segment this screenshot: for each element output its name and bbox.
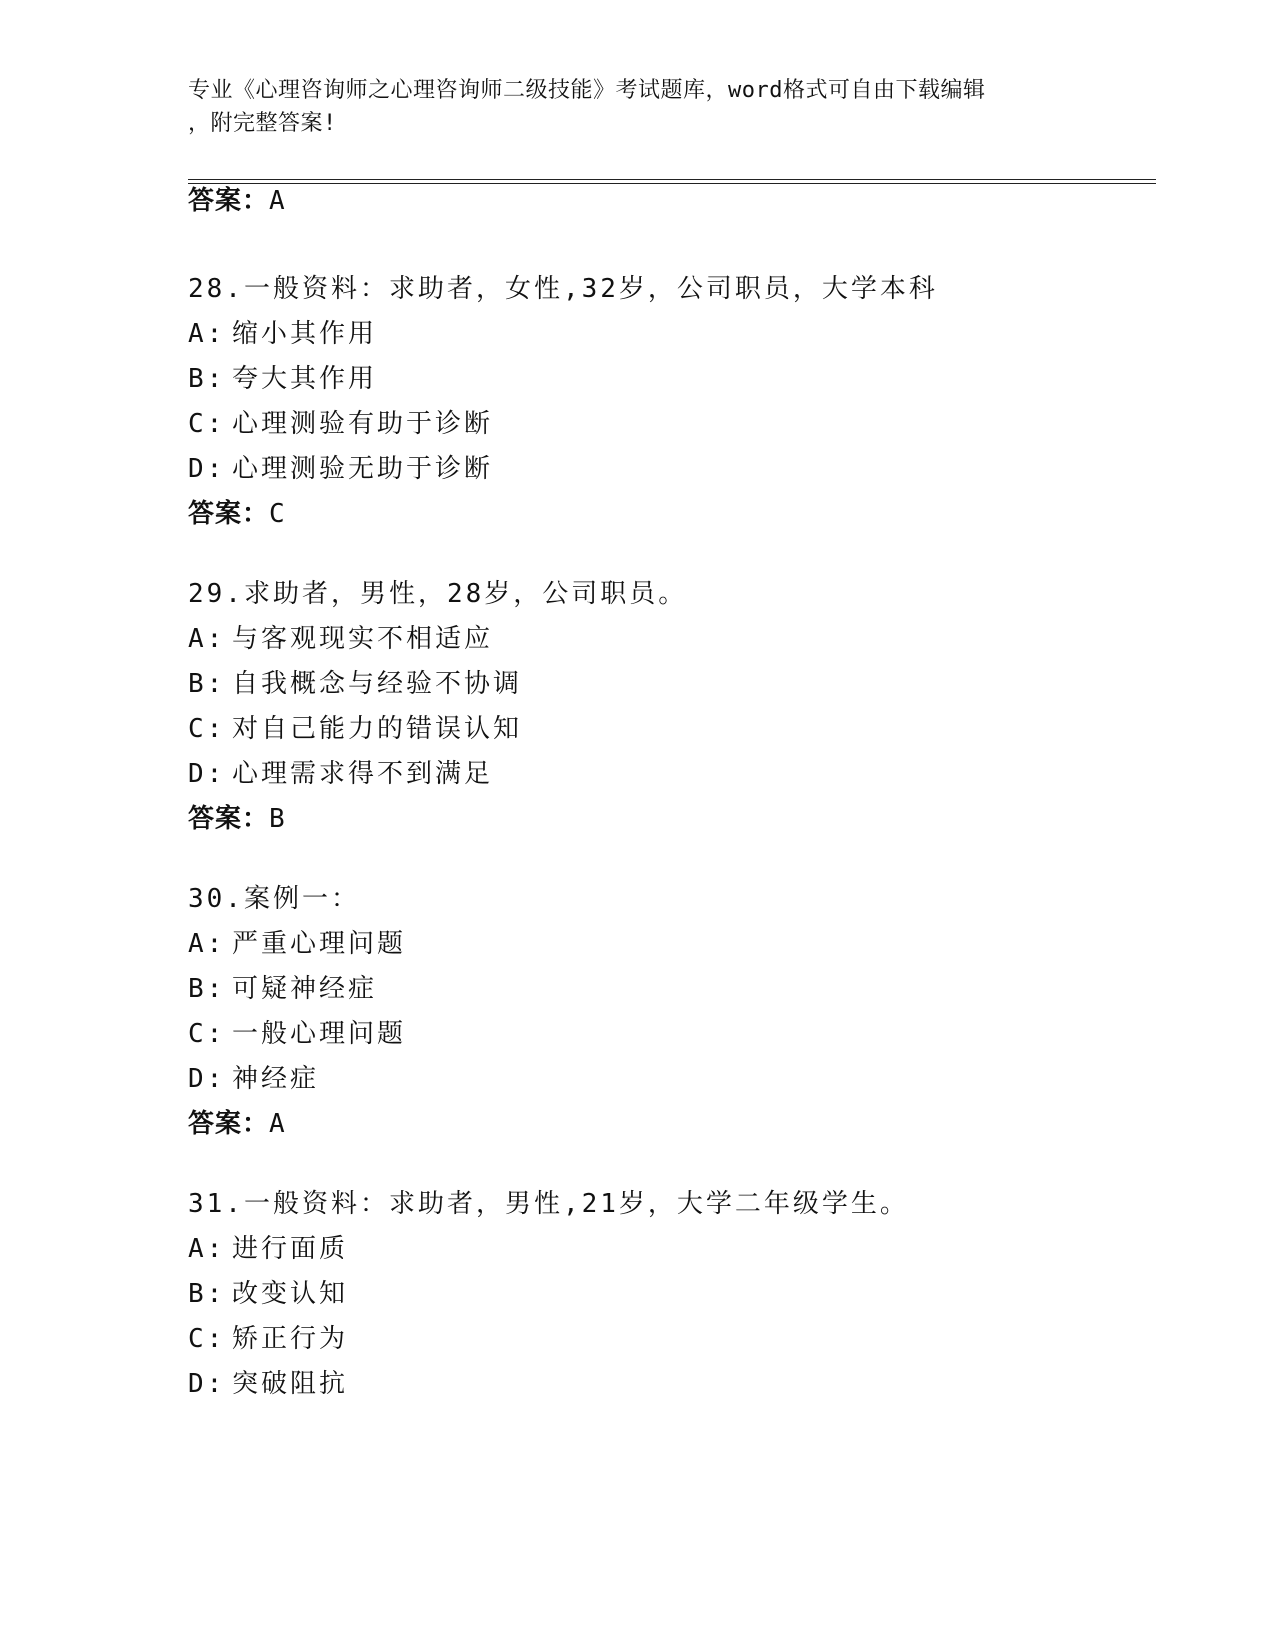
option-text: 进行面质 [232, 1234, 349, 1264]
question-stem: 30.案例一： [188, 884, 360, 914]
option-letter: D: [188, 1064, 226, 1094]
option-c [188, 1019, 1128, 1049]
header-line-1: 专业《心理咨询师之心理咨询师二级技能》考试题库，word格式可自由下载编辑 [188, 78, 986, 103]
option-letter: B: [188, 1279, 226, 1309]
option-text: 对自己能力的错误认知 [232, 714, 523, 744]
option-a [188, 624, 1128, 654]
answer-line [188, 499, 1128, 529]
option-c [188, 1324, 1128, 1354]
answer-line [188, 186, 286, 216]
option-list [188, 319, 1128, 484]
document-header [188, 74, 1068, 140]
option-letter: B: [188, 669, 226, 699]
option-text: 缩小其作用 [232, 319, 378, 349]
option-a [188, 1234, 1128, 1264]
option-text: 夸大其作用 [232, 364, 378, 394]
option-letter: A: [188, 1234, 226, 1264]
option-b [188, 1279, 1128, 1309]
option-text: 改变认知 [232, 1279, 349, 1309]
option-list [188, 929, 1128, 1094]
question-stem: 29.求助者，男性，28岁，公司职员。 [188, 579, 688, 609]
option-text: 突破阻抗 [232, 1369, 349, 1399]
option-b [188, 974, 1128, 1004]
option-letter: A: [188, 624, 226, 654]
answer-label: 答案： [188, 1109, 270, 1139]
option-b [188, 669, 1128, 699]
answer-value: B [269, 804, 286, 834]
option-c [188, 714, 1128, 744]
option-letter: C: [188, 1324, 226, 1354]
header-line-2: ，附完整答案! [188, 111, 337, 136]
question-block [188, 579, 1128, 834]
question-stem: 28.一般资料：求助者，女性,32岁，公司职员，大学本科 [188, 274, 938, 304]
option-letter: A: [188, 319, 226, 349]
answer-value: A [269, 1109, 286, 1139]
option-letter: C: [188, 714, 226, 744]
option-d [188, 1064, 1128, 1094]
option-a [188, 929, 1128, 959]
answer-line [188, 804, 1128, 834]
answer-label: 答案： [188, 186, 270, 216]
option-text: 自我概念与经验不协调 [232, 669, 523, 699]
option-letter: C: [188, 409, 226, 439]
answer-label: 答案： [188, 499, 270, 529]
option-letter: A: [188, 929, 226, 959]
option-letter: D: [188, 1369, 226, 1399]
option-text: 可疑神经症 [232, 974, 378, 1004]
question-block [188, 1189, 1128, 1414]
option-text: 神经症 [232, 1064, 320, 1094]
option-a [188, 319, 1128, 349]
option-letter: C: [188, 1019, 226, 1049]
header-divider-top [188, 179, 1156, 180]
answer-value: C [269, 499, 286, 529]
option-text: 心理测验无助于诊断 [232, 454, 494, 484]
answer-line [188, 1109, 1128, 1139]
option-list [188, 1234, 1128, 1399]
option-d [188, 759, 1128, 789]
option-letter: B: [188, 974, 226, 1004]
option-list [188, 624, 1128, 789]
option-c [188, 409, 1128, 439]
option-d [188, 454, 1128, 484]
question-block [188, 884, 1128, 1139]
option-text: 一般心理问题 [232, 1019, 407, 1049]
option-text: 矫正行为 [232, 1324, 349, 1354]
question-block [188, 274, 1128, 529]
header-divider-bottom [188, 183, 1156, 184]
option-b [188, 364, 1128, 394]
option-text: 心理需求得不到满足 [232, 759, 494, 789]
answer-value: A [269, 186, 286, 216]
question-stem: 31.一般资料：求助者，男性,21岁，大学二年级学生。 [188, 1189, 909, 1219]
option-text: 严重心理问题 [232, 929, 407, 959]
option-letter: B: [188, 364, 226, 394]
option-text: 心理测验有助于诊断 [232, 409, 494, 439]
answer-label: 答案： [188, 804, 270, 834]
option-letter: D: [188, 454, 226, 484]
option-letter: D: [188, 759, 226, 789]
option-d [188, 1369, 1128, 1399]
option-text: 与客观现实不相适应 [232, 624, 494, 654]
